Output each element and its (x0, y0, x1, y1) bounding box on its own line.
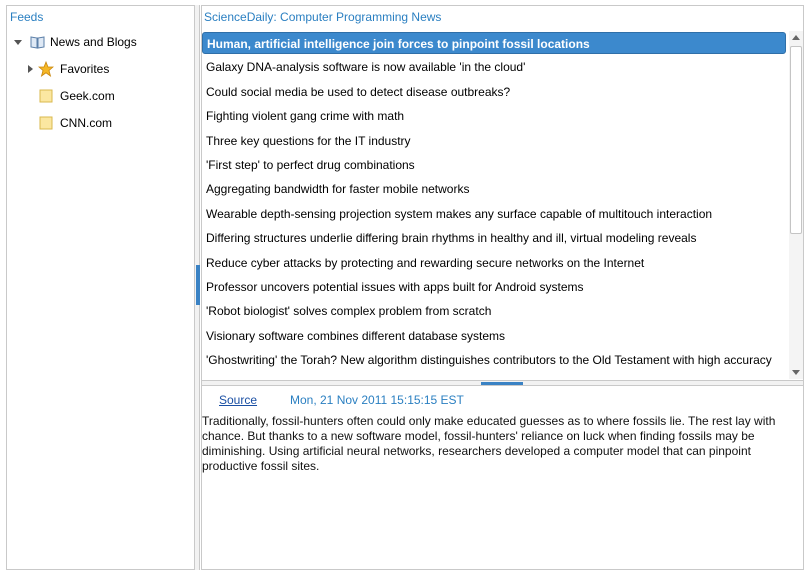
article-summary: Traditionally, fossil-hunters often could only make educated guesses as to where fossils lie. The rest lay with chance. But thanks to a new software model, fossil-hunters' reliance on luck when finding fossils may be diminishing. Using artificial neural networks, researchers developed a computer model that can pinpoint productive fossil sites. (202, 414, 776, 473)
news-item-selected[interactable]: Human, artificial intelligence join forces to pinpoint fossil locations (202, 32, 786, 54)
tree-item-label: News and Blogs (50, 35, 137, 49)
news-item[interactable]: Galaxy DNA-analysis software is now available 'in the cloud' (206, 60, 526, 75)
vertical-splitter[interactable] (194, 5, 200, 570)
news-feed-title: ScienceDaily: Computer Programming News (204, 10, 442, 24)
vertical-scrollbar[interactable] (789, 31, 803, 379)
star-icon (38, 61, 53, 75)
splitter-grip[interactable] (196, 265, 200, 305)
folder-icon (39, 116, 54, 130)
tree-item-news-and-blogs[interactable] (13, 32, 188, 52)
news-item[interactable]: Reduce cyber attacks by protecting and rewarding secure networks on the Internet (206, 255, 645, 270)
news-item[interactable]: Aggregating bandwidth for faster mobile networks (206, 182, 470, 197)
article-detail-pane (202, 386, 803, 569)
scroll-down-arrow-icon[interactable] (792, 370, 800, 375)
feeds-title: Feeds (10, 10, 44, 24)
tree-item-cnn-com[interactable] (37, 113, 187, 133)
news-item[interactable]: 'Ghostwriting' the Torah? New algorithm distinguishes contributors to the Old Testament with high accuracy (206, 353, 772, 368)
news-list (202, 31, 788, 379)
scroll-up-arrow-icon[interactable] (792, 35, 800, 40)
news-item[interactable]: Could social media be used to detect disease outbreaks? (206, 84, 511, 99)
news-panel (201, 5, 804, 570)
news-item[interactable]: Professor uncovers potential issues with apps built for Android systems (206, 280, 584, 294)
book-icon (30, 35, 45, 49)
news-item[interactable]: 'Robot biologist' solves complex problem from scratch (206, 304, 492, 319)
feeds-panel (6, 5, 195, 570)
tree-item-favorites[interactable] (25, 59, 188, 79)
source-link[interactable]: Source (219, 393, 258, 407)
news-item[interactable]: Differing structures underlie differing brain rhythms in healthy and ill, virtual modeling reveals (206, 231, 697, 246)
news-item[interactable]: Wearable depth-sensing projection system makes any surface capable of multitouch interaction (206, 206, 713, 221)
tree-item-label: Geek.com (60, 89, 115, 103)
news-item[interactable]: Fighting violent gang crime with math (206, 109, 405, 124)
expand-arrow-right-icon[interactable] (25, 59, 35, 79)
folder-icon (39, 89, 54, 103)
scroll-thumb[interactable] (790, 46, 802, 234)
expand-arrow-down-icon[interactable] (13, 32, 23, 52)
news-item[interactable]: Visionary software combines different database systems (206, 328, 506, 343)
splitter-grip[interactable] (481, 382, 523, 385)
tree-item-geek-com[interactable] (37, 86, 187, 106)
news-item[interactable]: 'First step' to perfect drug combinations (206, 158, 415, 172)
publish-date: Mon, 21 Nov 2011 15:15:15 EST (290, 393, 464, 407)
tree-item-label: CNN.com (60, 116, 113, 130)
tree-item-label: Favorites (60, 62, 110, 76)
news-item[interactable]: Three key questions for the IT industry (206, 133, 411, 148)
